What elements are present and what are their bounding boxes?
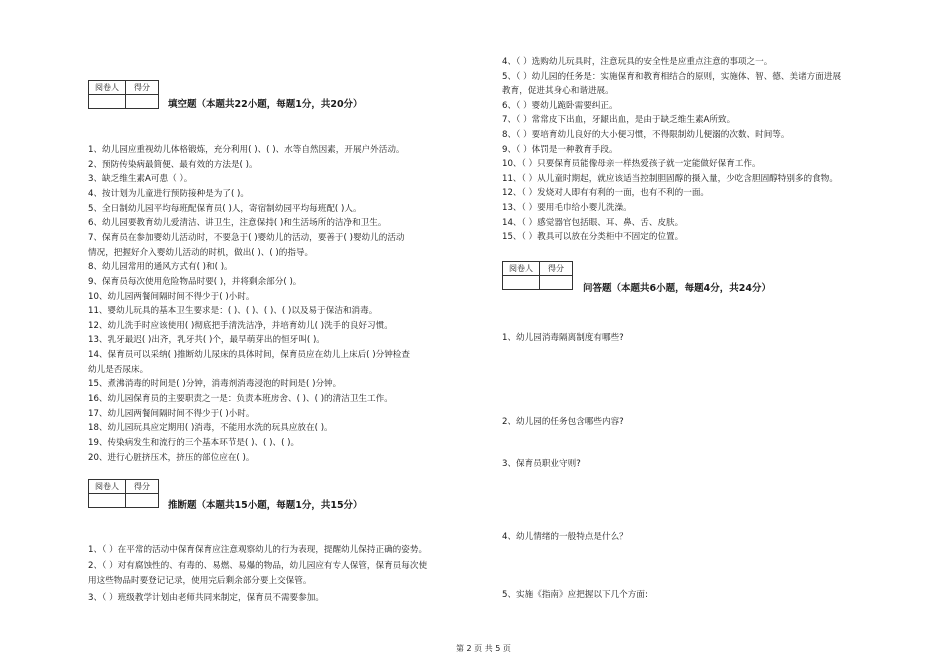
judge-question: 15、（ ）教具可以放在分类柜中不固定的位置。 <box>502 232 684 242</box>
section-judge-title: 推断题（本题共15小题，每题1分，共15分） <box>168 500 363 511</box>
judge-question: 6、（ ）婴幼儿跪卧需要纠正。 <box>502 101 618 111</box>
qa-question: 3、保育员职业守则? <box>502 459 581 469</box>
fill-question: 18、幼儿园玩具应定期用( )消毒，不能用水洗的玩具应放在( )。 <box>88 423 333 433</box>
judge-question: 14、（ ）感觉器官包括眼、耳、鼻、舌、皮肤。 <box>502 218 684 228</box>
fill-question: 15、煮沸消毒的时间是( )分钟，消毒剂消毒浸泡的时间是( )分钟。 <box>88 379 342 389</box>
page-footer: 第 2 页 共 5 页 <box>456 644 511 653</box>
judge-question: 12、（ ）发烧对人即有有利的一面，也有不利的一面。 <box>502 188 710 198</box>
section-fill-title: 填空题（本题共22小题，每题1分，共20分） <box>168 99 363 110</box>
fill-question: 10、幼儿园两餐间隔时间不得少于( )小时。 <box>88 292 255 302</box>
fill-question: 12、幼儿洗手时应该使用( )彻底把手清洗洁净，并培育幼儿( )洗手的良好习惯。 <box>88 321 393 331</box>
fill-question: 2、预防传染病最简便、最有效的方法是( )。 <box>88 160 258 170</box>
judge-question: 1、（ ）在平常的活动中保育保育应注意观察幼儿的行为表现，提醒幼儿保持正确的姿势。 <box>88 545 428 555</box>
judge-question: 10、（ ）只要保育员能像母亲一样热爱孩子就一定能做好保育工作。 <box>502 159 761 169</box>
judge-question: 4、（ ）选购幼儿玩具时，注意玩具的安全性是应重点注意的事项之一。 <box>502 57 773 67</box>
fill-question: 7、保育员在参加婴幼儿活动时，不要急于( )婴幼儿的活动，要善于( )婴幼儿的活动 <box>88 233 405 243</box>
qa-question: 1、幼儿园消毒隔离制度有哪些? <box>502 333 624 343</box>
judge-question: 13、（ ）要用毛巾给小婴儿洗澡。 <box>502 203 632 213</box>
grader-label: 阅卷人 <box>89 81 126 95</box>
judge-question: 3、（ ）班级教学计划由老师共同来制定，保育员不需要参加。 <box>88 593 324 603</box>
fill-question: 11、婴幼儿玩具的基本卫生要求是：( )、( )、( )、( )以及易于保洁和消毒。 <box>88 306 378 316</box>
fill-question: 6、幼儿园要教育幼儿爱清洁、讲卫生，注意保持( )和生活场所的洁净和卫生。 <box>88 218 387 228</box>
fill-question: 3、缺乏维生素A可患（ ）。 <box>88 174 193 184</box>
judge-question: 教育，促进其身心和谐进展。 <box>502 86 614 96</box>
fill-question: 17、幼儿园两餐间隔时间不得少于( )小时。 <box>88 409 255 419</box>
fill-question: 9、保育员每次使用危险物品时要( )，并将剩余部分( )。 <box>88 277 302 287</box>
fill-question: 情况，把握好介入婴幼儿活动的时机，做出( )、( )的指导。 <box>88 248 314 258</box>
judge-question: 2、（ ）对有腐蚀性的、有毒的、易燃、易爆的物品，幼儿园应有专人保管，保育员每次使 <box>88 561 428 571</box>
fill-question: 8、幼儿园常用的通风方式有( )和( )。 <box>88 262 233 272</box>
score-box: 阅卷人 得分 <box>502 261 573 290</box>
qa-question: 2、幼儿园的任务包含哪些内容? <box>502 417 624 427</box>
judge-question: 9、（ ）体罚是一种教育手段。 <box>502 145 618 155</box>
section-qa-title: 问答题（本题共6小题，每题4分，共24分） <box>583 283 771 294</box>
score-box <box>88 80 159 109</box>
score-box: 阅卷人 得分 <box>88 479 159 508</box>
qa-question: 5、实施《指南》应把握以下几个方面: <box>502 590 648 600</box>
judge-question: 5、（ ）幼儿园的任务是：实施保育和教育相结合的原则，实施体、智、德、美诸方面进展 <box>502 72 842 82</box>
fill-question: 14、保育员可以采纳( )推断幼儿尿床的具体时间，保育员应在幼儿上床后( )分钟检查 <box>88 350 410 360</box>
judge-question: 7、（ ）常常皮下出血，牙龈出血，是由于缺乏维生素A所致。 <box>502 115 736 125</box>
judge-question: 11、（ ）从儿童时期起，就应该适当控制胆固醇的摄入量，少吃含胆固醇特别多的食物。 <box>502 174 838 184</box>
fill-question: 20、进行心脏挤压术，挤压的部位应在( )。 <box>88 453 255 463</box>
fill-question: 1、幼儿园应重视幼儿体格锻炼，充分利用( )、( )、水等自然因素，开展户外活动。 <box>88 145 405 155</box>
fill-question: 幼儿是否尿床。 <box>88 365 149 375</box>
judge-question: 用这些物品时要登记记录，使用完后剩余部分要上交保管。 <box>88 576 312 586</box>
score-label: 得分 <box>126 81 159 95</box>
fill-question: 4、按计划为儿童进行预防接种是为了( )。 <box>88 189 249 199</box>
fill-question: 19、传染病发生和流行的三个基本环节是( )、( )、( )。 <box>88 438 300 448</box>
fill-question: 5、全日制幼儿园平均每班配保育员( )人，寄宿制幼园平均每班配( )人。 <box>88 204 362 214</box>
fill-question: 13、乳牙最迟( )出齐，乳牙共( )个，最早萌芽出的恒牙叫( )。 <box>88 335 325 345</box>
fill-question: 16、幼儿园保育员的主要职责之一是：负责本班房舍、( )、( )的清洁卫生工作。 <box>88 394 393 404</box>
qa-question: 4、幼儿情绪的一般特点是什么？ <box>502 532 628 542</box>
judge-question: 8、（ ）要培育幼儿良好的大小便习惯，不得限制幼儿便溺的次数、时间等。 <box>502 130 790 140</box>
